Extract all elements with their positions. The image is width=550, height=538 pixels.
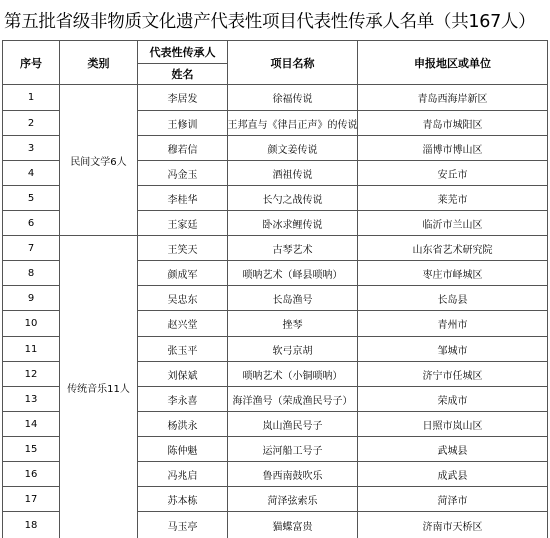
row-number: 15 (24, 443, 38, 455)
inheritor-name: 李永喜 (167, 395, 198, 407)
row-number: 5 (27, 192, 35, 204)
row-number: 12 (24, 368, 38, 380)
row-number: 3 (27, 142, 35, 154)
header-category: 类别 (87, 56, 110, 70)
inheritor-name: 穆若信 (167, 144, 198, 156)
project-name: 徐福传说 (272, 94, 313, 105)
inheritor-name: 张玉平 (167, 345, 198, 357)
inheritor-name: 吴忠东 (167, 294, 198, 306)
region-name: 临沂市兰山区 (422, 219, 483, 231)
row-number: 1 (27, 92, 35, 103)
region-name: 武城县 (437, 445, 468, 457)
row-number: 11 (24, 343, 38, 355)
region-name: 济南市天桥区 (422, 521, 483, 533)
region-name: 青州市 (437, 320, 468, 331)
project-name: 挫琴 (282, 320, 303, 331)
project-name: 海洋渔号（荣成渔民号子） (232, 395, 353, 407)
project-name: 卧冰求鲤传说 (262, 219, 323, 231)
inheritor-name: 陈仲魁 (167, 445, 198, 457)
inheritor-name: 李居发 (167, 94, 198, 105)
inheritor-name: 赵兴堂 (167, 320, 198, 331)
header-project: 项目名称 (270, 56, 315, 70)
project-name: 运河船工号子 (262, 445, 323, 457)
row-number: 7 (27, 242, 35, 254)
inheritor-name: 王笑天 (167, 244, 198, 256)
region-name: 山东省艺术研究院 (412, 244, 493, 256)
project-name: 王邦直与《律吕正声》的传说 (227, 119, 358, 131)
region-name: 莱芜市 (437, 194, 468, 206)
row-number: 18 (24, 519, 38, 531)
region-name: 菏泽市 (437, 495, 468, 507)
category-cell: 民间文学6人 (70, 156, 127, 168)
project-name: 鲁西南鼓吹乐 (262, 470, 323, 482)
project-name: 酒祖传说 (272, 169, 313, 181)
header-seq: 序号 (20, 56, 42, 70)
region-name: 安丘市 (437, 169, 468, 181)
inheritor-name: 冯兆启 (167, 470, 198, 482)
inheritor-name: 王家廷 (167, 219, 198, 231)
row-number: 9 (27, 292, 35, 304)
header-inheritor: 代表性传承人 (149, 46, 216, 59)
project-name: 软弓京胡 (272, 345, 313, 357)
region-name: 青岛西海岸新区 (417, 94, 488, 105)
inheritor-name: 马玉亭 (167, 521, 198, 533)
inheritor-name: 王修训 (167, 119, 198, 131)
region-name: 长岛县 (437, 294, 468, 306)
row-number: 4 (27, 167, 35, 179)
row-number: 2 (27, 117, 35, 129)
region-name: 淄博市博山区 (422, 144, 483, 156)
project-name: 菏泽弦索乐 (267, 495, 318, 507)
project-name: 长岛渔号 (272, 294, 313, 306)
region-name: 荣成市 (437, 395, 468, 407)
region-name: 日照市岚山区 (422, 420, 483, 432)
inheritor-name: 苏本栋 (167, 495, 198, 507)
inheritor-name: 刘保斌 (167, 370, 198, 382)
inheritor-name: 杨洪永 (167, 420, 198, 432)
header-name: 姓名 (171, 68, 194, 81)
region-name: 邹城市 (437, 345, 468, 357)
region-name: 青岛市城阳区 (422, 119, 483, 131)
project-name: 唢呐艺术（小铜唢呐） (242, 370, 343, 382)
row-number: 8 (27, 267, 35, 279)
row-number: 13 (24, 393, 38, 405)
inheritor-name: 颜成军 (167, 269, 198, 281)
inheritor-name: 李桂华 (167, 194, 198, 206)
row-number: 14 (24, 418, 38, 430)
category-cell: 传统音乐11人 (67, 383, 130, 395)
header-region: 申报地区或单位 (414, 56, 491, 70)
project-name: 古琴艺术 (272, 244, 313, 256)
row-number: 10 (24, 318, 38, 329)
document-title: 第五批省级非物质文化遗产代表性项目代表性传承人名单（共167人） (4, 11, 536, 32)
row-number: 6 (27, 217, 35, 229)
region-name: 济宁市任城区 (422, 370, 483, 382)
row-number: 16 (24, 468, 38, 480)
project-name: 猫蝶富贵 (272, 521, 313, 533)
region-name: 成武县 (437, 470, 468, 482)
region-name: 枣庄市峄城区 (422, 269, 483, 281)
project-name: 唢呐艺术（峄县唢呐） (242, 269, 343, 281)
project-name: 长勺之战传说 (262, 194, 323, 206)
project-name: 颜文姜传说 (267, 144, 318, 156)
project-name: 岚山渔民号子 (262, 420, 323, 432)
row-number: 17 (24, 493, 38, 505)
inheritor-name: 冯金玉 (167, 169, 198, 181)
